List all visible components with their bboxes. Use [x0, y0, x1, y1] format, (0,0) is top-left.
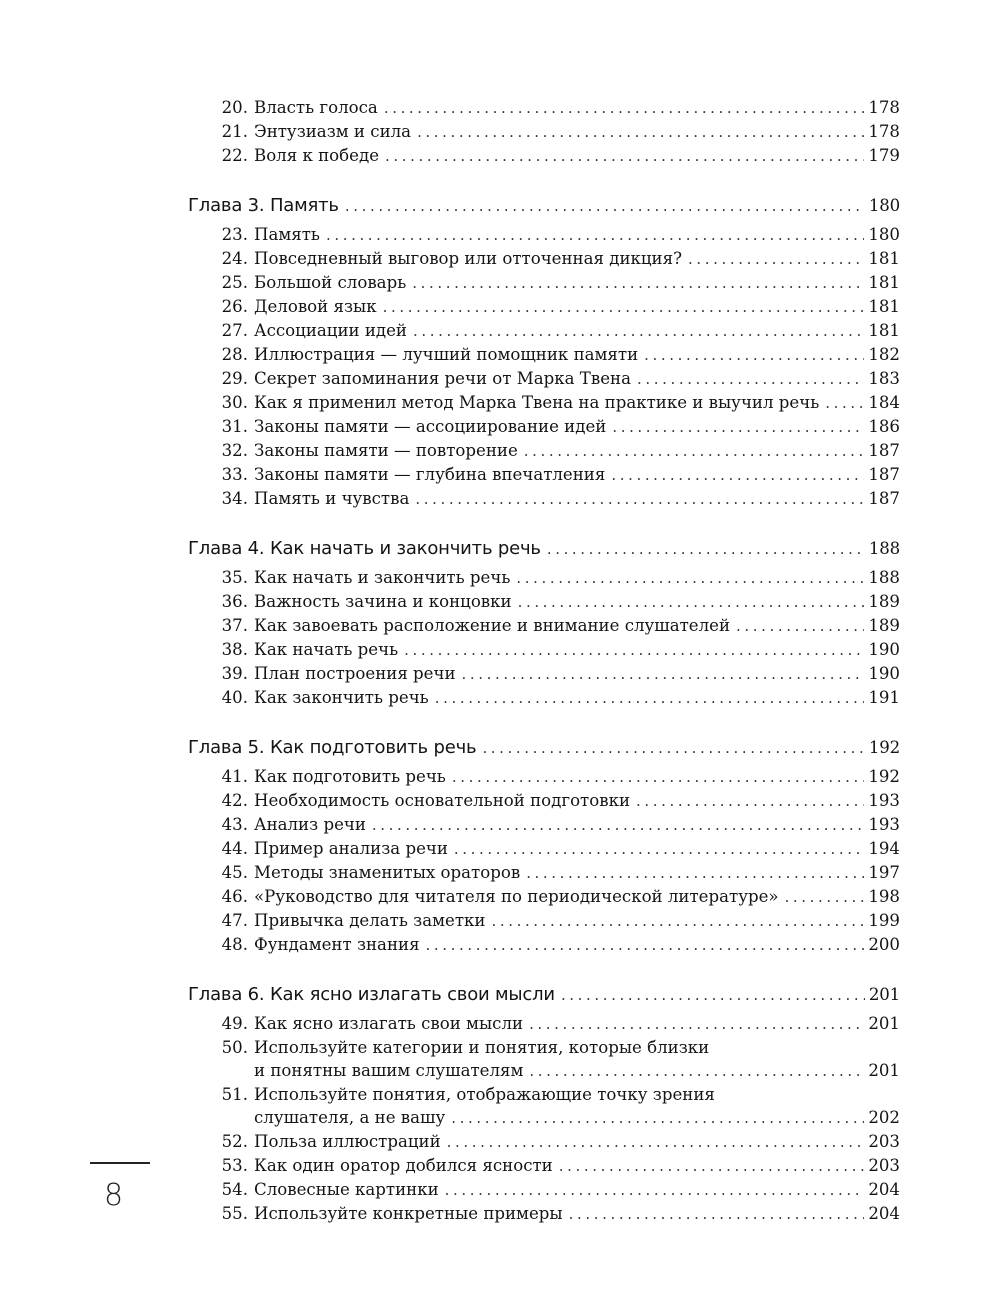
toc-entry-line — [188, 614, 900, 638]
entry-page-number: 189 — [868, 592, 900, 611]
entry-number: 25. — [221, 273, 248, 292]
toc-entry-line — [188, 686, 900, 710]
chapter-title: Глава 3. Память — [188, 195, 339, 216]
entry-page-number: 204 — [868, 1180, 900, 1199]
entry-title: Как закончить речь — [254, 688, 429, 707]
toc-entry-line — [188, 1059, 900, 1083]
entry-title: Важность зачина и концовки — [254, 592, 512, 611]
dot-leader — [561, 983, 865, 1007]
toc-entry-line — [188, 343, 900, 367]
toc-entry[interactable] — [188, 765, 900, 789]
entry-page-number: 193 — [868, 791, 900, 810]
entry-title: План построения речи — [254, 664, 456, 683]
entry-number: 44. — [221, 839, 248, 858]
toc-entry[interactable] — [188, 861, 900, 885]
entry-title: Как завоевать расположение и внимание слушателей — [254, 616, 731, 635]
toc-entry[interactable] — [188, 686, 900, 710]
entry-number: 35. — [221, 568, 248, 587]
toc-entry-line — [188, 271, 900, 295]
entry-page-number: 193 — [868, 815, 900, 834]
toc-entry-line — [188, 813, 900, 837]
entry-page-number: 201 — [868, 1061, 900, 1080]
dot-leader — [372, 814, 864, 837]
dot-leader — [611, 464, 864, 487]
entry-title: Как я применил метод Марка Твена на практике и выучил речь — [254, 393, 820, 412]
toc-entry-line — [188, 439, 900, 463]
entry-number: 20. — [221, 98, 248, 117]
entry-title: Деловой язык — [254, 297, 377, 316]
dot-leader — [454, 838, 864, 861]
toc-entry[interactable] — [188, 96, 900, 120]
toc-entry[interactable] — [188, 837, 900, 861]
toc-entry[interactable] — [188, 885, 900, 909]
toc-entry-line — [188, 885, 900, 909]
entry-page-number: 187 — [868, 465, 900, 484]
chapter-title: Глава 4. Как начать и закончить речь — [188, 538, 541, 559]
dot-leader — [447, 1131, 865, 1154]
dot-leader — [451, 1107, 864, 1130]
toc-entry[interactable] — [188, 789, 900, 813]
toc-entry[interactable] — [188, 367, 900, 391]
chapter-title: Глава 5. Как подготовить речь — [188, 737, 477, 758]
dot-leader — [491, 910, 864, 933]
entry-title: Законы памяти — ассоциирование идей — [254, 417, 607, 436]
entry-page-number: 201 — [868, 1014, 900, 1033]
entry-title: Повседневный выговор или отточенная дикция? — [254, 249, 682, 268]
entry-page-number: 184 — [868, 393, 900, 412]
toc-entry-line — [188, 247, 900, 271]
dot-leader — [644, 344, 864, 367]
toc-entry-line — [188, 837, 900, 861]
toc-entry-line — [188, 120, 900, 144]
toc-entry-line — [188, 463, 900, 487]
toc-entry-line — [188, 1012, 900, 1036]
entry-number: 51. — [221, 1085, 248, 1104]
toc-entry[interactable] — [188, 247, 900, 271]
toc-entry[interactable] — [188, 614, 900, 638]
entry-page-number: 187 — [868, 489, 900, 508]
entry-title: Власть голоса — [254, 98, 378, 117]
entry-page-number: 203 — [868, 1132, 900, 1151]
entry-number: 45. — [221, 863, 248, 882]
entry-title: Как начать и закончить речь — [254, 568, 511, 587]
toc-entry[interactable] — [188, 933, 900, 957]
entry-number: 24. — [221, 249, 248, 268]
dot-leader — [524, 440, 865, 463]
toc-entry[interactable] — [188, 487, 900, 511]
toc-entry[interactable] — [188, 909, 900, 933]
toc-section — [188, 96, 900, 168]
entry-page-number: 187 — [868, 441, 900, 460]
toc-entry-line — [188, 1154, 900, 1178]
entry-number: 40. — [221, 688, 248, 707]
toc-entry-line — [188, 367, 900, 391]
entry-number: 52. — [221, 1132, 248, 1151]
toc-entry-line — [188, 765, 900, 789]
page-number-rule — [90, 1162, 150, 1164]
entry-page-number: 204 — [868, 1204, 900, 1223]
toc-entry[interactable] — [188, 638, 900, 662]
entry-page-number: 186 — [868, 417, 900, 436]
toc-entry-line — [188, 1130, 900, 1154]
dot-leader — [417, 121, 864, 144]
chapter-page-number: 201 — [868, 985, 900, 1004]
entry-number: 29. — [221, 369, 248, 388]
entry-title: Польза иллюстраций — [254, 1132, 441, 1151]
toc-entry-line — [188, 861, 900, 885]
entry-number: 31. — [221, 417, 248, 436]
toc-entry-line — [188, 415, 900, 439]
dot-leader — [452, 766, 864, 789]
entry-title: Иллюстрация — лучший помощник памяти — [254, 345, 639, 364]
dot-leader — [785, 886, 865, 909]
toc-entry[interactable] — [188, 1036, 900, 1083]
entry-number: 47. — [221, 911, 248, 930]
toc-entry[interactable] — [188, 223, 900, 247]
entry-number: 28. — [221, 345, 248, 364]
entry-number: 53. — [221, 1156, 248, 1175]
entry-page-number: 178 — [868, 98, 900, 117]
toc-entry[interactable] — [188, 343, 900, 367]
dot-leader — [636, 790, 864, 813]
entry-page-number: 181 — [868, 297, 900, 316]
entry-title: Как ясно излагать свои мысли — [254, 1014, 524, 1033]
dot-leader — [383, 296, 865, 319]
entry-title-continuation: и понятны вашим слушателям — [254, 1061, 524, 1080]
dot-leader — [415, 488, 864, 511]
entry-number: 23. — [221, 225, 248, 244]
entry-page-number: 197 — [868, 863, 900, 882]
entry-title: Законы памяти — глубина впечатления — [254, 465, 606, 484]
dot-leader — [825, 392, 864, 415]
toc-entry[interactable] — [188, 1130, 900, 1154]
entry-title: Ассоциации идей — [254, 321, 407, 340]
toc-entry[interactable] — [188, 1012, 900, 1036]
toc-entry-line — [188, 1036, 900, 1059]
toc-entry-line — [188, 223, 900, 247]
entry-page-number: 203 — [868, 1156, 900, 1175]
toc-entry[interactable] — [188, 566, 900, 590]
entry-page-number: 190 — [868, 640, 900, 659]
entry-page-number: 181 — [868, 249, 900, 268]
entry-title: Методы знаменитых ораторов — [254, 863, 521, 882]
entry-number: 41. — [221, 767, 248, 786]
toc-entry-line — [188, 590, 900, 614]
toc-entry[interactable] — [188, 439, 900, 463]
toc-entry[interactable] — [188, 1154, 900, 1178]
entry-title: Как подготовить речь — [254, 767, 446, 786]
entry-number: 49. — [221, 1014, 248, 1033]
chapter-page-number: 192 — [868, 738, 900, 757]
dot-leader — [326, 224, 864, 247]
entry-page-number: 202 — [868, 1108, 900, 1127]
toc-entry[interactable] — [188, 463, 900, 487]
entry-title: Как начать речь — [254, 640, 399, 659]
entry-title: Воля к победе — [254, 146, 380, 165]
entry-title: Анализ речи — [254, 815, 366, 834]
toc-entry-line — [188, 1083, 900, 1106]
toc-entry-line — [188, 1202, 900, 1226]
toc-entry-line — [188, 1106, 900, 1130]
entry-page-number: 200 — [868, 935, 900, 954]
toc-entry-line — [188, 295, 900, 319]
chapter-title: Глава 6. Как ясно излагать свои мысли — [188, 984, 555, 1005]
entry-number: 42. — [221, 791, 248, 810]
entry-number: 36. — [221, 592, 248, 611]
dot-leader — [526, 862, 864, 885]
entry-page-number: 198 — [868, 887, 900, 906]
entry-title: Используйте понятия, отображающие точку зрения — [254, 1085, 715, 1104]
entry-number: 37. — [221, 616, 248, 635]
entry-number: 21. — [221, 122, 248, 141]
entry-title: Память — [254, 225, 320, 244]
entry-page-number: 190 — [868, 664, 900, 683]
toc-entry[interactable] — [188, 1083, 900, 1130]
entry-page-number: 180 — [868, 225, 900, 244]
toc-section — [188, 537, 900, 710]
entry-page-number: 181 — [868, 273, 900, 292]
chapter-page-number: 180 — [868, 196, 900, 215]
dot-leader — [385, 145, 864, 168]
toc-entry-line — [188, 933, 900, 957]
toc-entry[interactable] — [188, 813, 900, 837]
entry-title: Память и чувства — [254, 489, 410, 508]
entry-number: 38. — [221, 640, 248, 659]
entry-number: 32. — [221, 441, 248, 460]
dot-leader — [612, 416, 864, 439]
entry-title: Пример анализа речи — [254, 839, 448, 858]
entry-number: 54. — [221, 1180, 248, 1199]
chapter-heading[interactable] — [188, 194, 900, 218]
entry-title: Словесные картинки — [254, 1180, 439, 1199]
chapter-page-number: 188 — [868, 539, 900, 558]
entry-page-number: 194 — [868, 839, 900, 858]
toc-entry-line — [188, 144, 900, 168]
dot-leader — [529, 1060, 864, 1083]
entry-page-number: 188 — [868, 568, 900, 587]
entry-title: Как один оратор добился ясности — [254, 1156, 553, 1175]
dot-leader — [547, 537, 865, 561]
entry-title: Привычка делать заметки — [254, 911, 486, 930]
entry-title: Фундамент знания — [254, 935, 420, 954]
toc-entry-line — [188, 566, 900, 590]
toc-entry[interactable] — [188, 391, 900, 415]
toc-entry[interactable] — [188, 1178, 900, 1202]
toc-section — [188, 983, 900, 1226]
entry-title: Законы памяти — повторение — [254, 441, 518, 460]
entry-number: 46. — [221, 887, 248, 906]
entry-page-number: 192 — [868, 767, 900, 786]
toc-entry-line — [188, 662, 900, 686]
toc-entry-line — [188, 789, 900, 813]
dot-leader — [462, 663, 865, 686]
entry-number: 27. — [221, 321, 248, 340]
dot-leader — [426, 934, 865, 957]
toc-entry-line — [188, 638, 900, 662]
dot-leader — [529, 1013, 864, 1036]
dot-leader — [637, 368, 864, 391]
dot-leader — [384, 97, 864, 120]
entry-title: Необходимость основательной подготовки — [254, 791, 631, 810]
entry-number: 34. — [221, 489, 248, 508]
entry-number: 26. — [221, 297, 248, 316]
toc-entry-line — [188, 391, 900, 415]
entry-page-number: 191 — [868, 688, 900, 707]
entry-page-number: 181 — [868, 321, 900, 340]
toc-entry[interactable] — [188, 144, 900, 168]
toc-entry[interactable] — [188, 662, 900, 686]
toc-entry-line — [188, 487, 900, 511]
entry-number: 33. — [221, 465, 248, 484]
toc-entry[interactable] — [188, 1202, 900, 1226]
entry-title: Секрет запоминания речи от Марка Твена — [254, 369, 631, 388]
dot-leader — [413, 320, 864, 343]
page-number: 8 — [104, 1178, 124, 1213]
dot-leader — [569, 1203, 865, 1226]
toc-entry[interactable] — [188, 319, 900, 343]
toc-entry[interactable] — [188, 415, 900, 439]
dot-leader — [412, 272, 864, 295]
entry-number: 39. — [221, 664, 248, 683]
entry-title: Используйте конкретные примеры — [254, 1204, 563, 1223]
dot-leader — [736, 615, 864, 638]
dot-leader — [435, 687, 865, 710]
entry-number: 55. — [221, 1204, 248, 1223]
entry-page-number: 189 — [868, 616, 900, 635]
entry-number: 50. — [221, 1038, 248, 1057]
dot-leader — [559, 1155, 865, 1178]
toc-entry-line — [188, 96, 900, 120]
entry-page-number: 182 — [868, 345, 900, 364]
toc-entry[interactable] — [188, 590, 900, 614]
toc-section — [188, 194, 900, 511]
chapter-heading[interactable] — [188, 736, 900, 760]
chapter-heading[interactable] — [188, 983, 900, 1007]
dot-leader — [345, 194, 865, 218]
entry-title: Энтузиазм и сила — [254, 122, 412, 141]
toc-entry-line — [188, 909, 900, 933]
dot-leader — [516, 567, 864, 590]
table-of-contents — [188, 96, 900, 1226]
entry-page-number: 183 — [868, 369, 900, 388]
dot-leader — [404, 639, 864, 662]
entry-title: Используйте категории и понятия, которые близки — [254, 1038, 710, 1057]
entry-page-number: 178 — [868, 122, 900, 141]
toc-entry[interactable] — [188, 271, 900, 295]
entry-title: «Руководство для читателя по периодической литературе» — [254, 887, 779, 906]
toc-entry-line — [188, 1178, 900, 1202]
entry-page-number: 199 — [868, 911, 900, 930]
chapter-heading[interactable] — [188, 537, 900, 561]
dot-leader — [445, 1179, 865, 1202]
entry-title: Большой словарь — [254, 273, 407, 292]
entry-title-continuation: слушателя, а не вашу — [254, 1108, 446, 1127]
toc-section — [188, 736, 900, 957]
entry-number: 48. — [221, 935, 248, 954]
toc-entry[interactable] — [188, 120, 900, 144]
toc-entry-line — [188, 319, 900, 343]
entry-page-number: 179 — [868, 146, 900, 165]
toc-entry[interactable] — [188, 295, 900, 319]
dot-leader — [482, 736, 864, 760]
dot-leader — [518, 591, 865, 614]
dot-leader — [688, 248, 864, 271]
entry-number: 30. — [221, 393, 248, 412]
entry-number: 43. — [221, 815, 248, 834]
entry-number: 22. — [221, 146, 248, 165]
